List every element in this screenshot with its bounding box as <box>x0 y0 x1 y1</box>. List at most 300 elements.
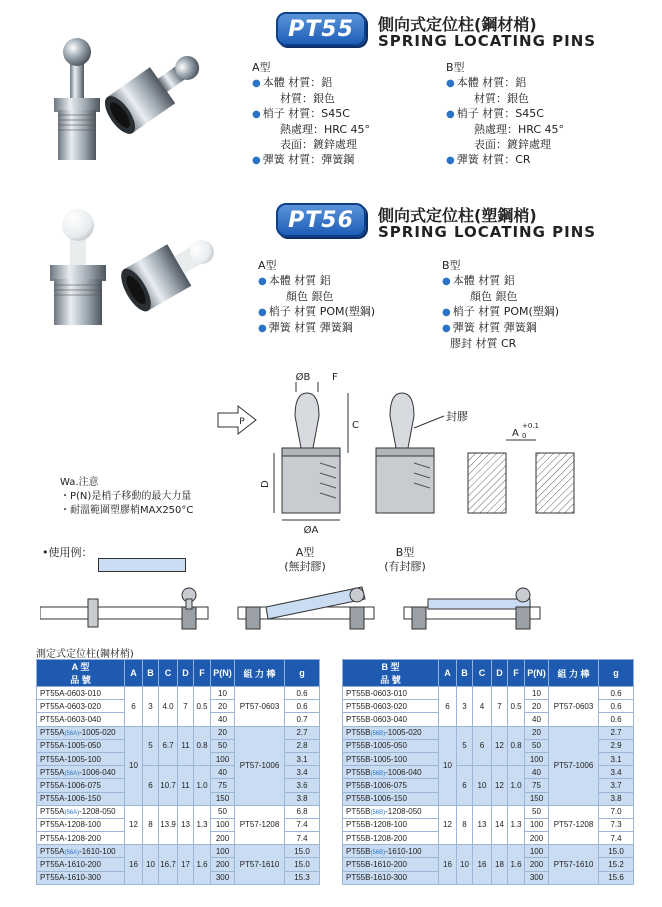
label-d: D <box>260 480 271 488</box>
cell-g: 2.9 <box>599 739 634 752</box>
cell-code <box>37 739 125 752</box>
bullet-icon: ● <box>258 276 267 287</box>
table-row <box>37 687 320 700</box>
cell-g: 15.0 <box>599 845 634 858</box>
usage-plate <box>98 558 186 572</box>
cell-pn: 50 <box>525 739 549 752</box>
code-main: PT55B <box>346 767 371 777</box>
spec-line: 本體 材質 鋁 <box>268 274 331 287</box>
cell-b: 6 <box>457 766 473 806</box>
cell-d: 17 <box>178 845 194 885</box>
cell-code <box>343 713 439 726</box>
cell-g: 2.7 <box>285 726 320 739</box>
cell-pn: 300 <box>211 871 235 884</box>
cell-code <box>343 766 439 779</box>
label-a0-tol-top: +0.1 <box>522 422 539 430</box>
cell-g: 0.6 <box>599 700 634 713</box>
pt56-title-zh: 側向式定位柱(塑鋼梢) <box>378 206 537 225</box>
header-model-a-no: 品 號 <box>70 675 91 685</box>
bullet-icon: ● <box>252 109 261 120</box>
code-main: PT55A-1005-100 <box>40 754 101 764</box>
code-main: PT55B-1208-200 <box>346 833 407 843</box>
code-suffix: -1006-040 <box>79 767 116 777</box>
cell-g: 7.3 <box>599 818 634 831</box>
usage-diagrams <box>40 585 620 640</box>
header-c: C <box>159 660 178 687</box>
code-main: PT55A <box>40 807 65 817</box>
cell-a: 10 <box>439 726 457 805</box>
header-f: F <box>194 660 211 687</box>
code-main: PT55B-1005-100 <box>346 754 407 764</box>
spec-line: 熱處理：HRC 45° <box>474 123 565 136</box>
cell-f: 1.3 <box>194 805 211 845</box>
cell-f: 1.3 <box>508 805 525 845</box>
code-main: PT55A <box>40 728 65 738</box>
cell-rod: PT57-1006 <box>549 726 599 805</box>
notes-line: ・P(N)是梢子移動的最大力量 <box>60 491 192 502</box>
cell-pn: 50 <box>525 805 549 818</box>
cell-d: 11 <box>178 766 194 806</box>
code-main: PT55B-1610-300 <box>346 873 407 883</box>
header-rod: 組 力 棒 <box>235 660 285 687</box>
spec-line: 彈簧 材質：CR <box>456 153 531 166</box>
spec-line: 梢子 材質：S45C <box>262 107 350 120</box>
label-p: P <box>239 417 245 427</box>
cell-code <box>37 871 125 884</box>
table-row <box>37 805 320 818</box>
cell-c: 6.7 <box>159 726 178 766</box>
code-main: PT55A <box>40 767 65 777</box>
code-main: PT55B <box>346 807 371 817</box>
cell-pn: 75 <box>211 779 235 792</box>
pt56-b-label: B型 <box>442 259 461 272</box>
usage-a-sub: (無封膠) <box>284 560 326 573</box>
label-phib: ØB <box>295 372 311 383</box>
label-c: C <box>352 420 359 431</box>
bullet-icon: ● <box>442 307 451 318</box>
pt55-badge: PT55 <box>276 12 366 46</box>
cell-g: 7.4 <box>285 832 320 845</box>
table-row <box>37 726 320 739</box>
cell-code <box>37 832 125 845</box>
spec-line: 本體 材質：鋁 <box>456 76 527 89</box>
cell-d: 12 <box>492 726 508 766</box>
code-main: PT55A-1006-075 <box>40 780 101 790</box>
notes-line: ・耐溫範圍塑膠梢MAX250°C <box>60 505 194 516</box>
spec-line: 顏色 銀色 <box>286 290 334 303</box>
bullet-icon: ● <box>446 109 455 120</box>
code-suffix: -1005-020 <box>79 728 116 738</box>
code-variant: (56B) <box>370 810 386 817</box>
cell-code <box>343 726 439 739</box>
usage-a-title: A型 <box>295 546 315 559</box>
cell-g: 3.1 <box>285 752 320 765</box>
cell-code <box>37 805 125 818</box>
code-main: PT55A-0603-020 <box>40 701 101 711</box>
cell-d: 14 <box>492 805 508 845</box>
cell-code <box>343 792 439 805</box>
cell-f: 0.5 <box>508 687 525 727</box>
spec-line: 彈簧 材質 彈簧鋼 <box>268 321 353 334</box>
cell-a: 12 <box>439 805 457 845</box>
spec-table-b <box>342 659 634 885</box>
pt55-spec-b <box>446 60 564 168</box>
spec-line: 本體 材質 鋁 <box>452 274 515 287</box>
cell-pn: 150 <box>525 792 549 805</box>
code-suffix: -1208-050 <box>385 807 422 817</box>
spec-line: 梢子 材質 POM(塑鋼) <box>268 305 376 318</box>
code-main: PT55B-0603-020 <box>346 701 407 711</box>
pt56-badge: PT56 <box>276 203 366 237</box>
cell-b: 10 <box>457 845 473 885</box>
code-main: PT55B <box>346 728 371 738</box>
cell-d: 13 <box>178 805 194 845</box>
code-variant: (56A) <box>64 810 80 817</box>
cell-code <box>37 700 125 713</box>
spec-line: 熱處理：HRC 45° <box>280 123 371 136</box>
table-row <box>343 845 634 858</box>
cell-code <box>37 726 125 739</box>
spec-line: 表面：鍍鋅處理 <box>474 138 551 151</box>
cell-code <box>343 805 439 818</box>
notes <box>60 476 193 518</box>
pt55-title-zh: 側向式定位柱(鋼材梢) <box>378 15 537 34</box>
cell-pn: 150 <box>211 792 235 805</box>
usage-label: •使用例： <box>42 546 93 559</box>
pt56-product-photo <box>36 195 216 335</box>
cell-pn: 200 <box>211 832 235 845</box>
code-variant: (56B) <box>370 849 386 856</box>
header-pn: P(N) <box>211 660 235 687</box>
cell-g: 15.3 <box>285 871 320 884</box>
bullet-icon: ● <box>446 78 455 89</box>
cell-pn: 10 <box>211 687 235 700</box>
cell-g: 0.6 <box>599 713 634 726</box>
cell-g: 15.6 <box>599 871 634 884</box>
cell-a: 16 <box>125 845 143 885</box>
cell-d: 12 <box>492 766 508 806</box>
header-g: g <box>599 660 634 687</box>
cell-pn: 20 <box>525 726 549 739</box>
cell-g: 3.6 <box>285 779 320 792</box>
code-suffix: -1005-020 <box>385 728 422 738</box>
header-g: g <box>285 660 320 687</box>
cell-b: 5 <box>457 726 473 766</box>
cell-code <box>37 792 125 805</box>
cell-f: 1.0 <box>194 766 211 806</box>
cell-g: 3.8 <box>285 792 320 805</box>
header-model-a <box>37 660 125 687</box>
code-variant: (56B) <box>370 731 386 738</box>
cell-pn: 200 <box>525 832 549 845</box>
header-f: F <box>508 660 525 687</box>
cell-code <box>37 713 125 726</box>
code-suffix: -0603-010 <box>370 688 407 698</box>
code-main: PT55A <box>40 688 65 698</box>
cell-pn: 10 <box>525 687 549 700</box>
cell-pn: 100 <box>211 818 235 831</box>
cell-c: 16.7 <box>159 845 178 885</box>
code-main: PT55A-1610-300 <box>40 873 101 883</box>
spec-line: 彈簧 材質 彈簧鋼 <box>452 321 537 334</box>
cell-b: 5 <box>143 726 159 766</box>
cell-code <box>37 779 125 792</box>
cell-pn: 20 <box>211 726 235 739</box>
cell-pn: 100 <box>525 818 549 831</box>
notes-title: Wa.注意 <box>60 477 99 488</box>
code-main: PT55B <box>346 688 371 698</box>
cell-g: 0.6 <box>285 687 320 700</box>
cell-rod: PT57-0603 <box>235 687 285 727</box>
cell-f: 1.0 <box>508 766 525 806</box>
cell-f: 1.6 <box>194 845 211 885</box>
header-d: D <box>492 660 508 687</box>
header-model-a-type: A 型 <box>71 662 90 672</box>
cell-c: 4 <box>473 687 492 727</box>
cell-pn: 40 <box>211 766 235 779</box>
pt56-title-en: SPRING LOCATING PINS <box>378 223 597 241</box>
cell-c: 10 <box>473 766 492 806</box>
cell-code <box>343 858 439 871</box>
cell-a: 6 <box>125 687 143 727</box>
cell-code <box>37 752 125 765</box>
cell-d: 7 <box>178 687 194 727</box>
spec-line: 膠封 材質 CR <box>450 337 517 350</box>
cell-pn: 100 <box>525 752 549 765</box>
spec-table-a <box>36 659 320 885</box>
label-f: F <box>332 372 338 383</box>
header-model-b-type: B 型 <box>381 662 400 672</box>
cell-rod: PT57-1006 <box>235 726 285 805</box>
code-suffix: -0603-010 <box>64 688 101 698</box>
cell-g: 15.0 <box>285 845 320 858</box>
header-model-b <box>343 660 439 687</box>
cell-f: 0.8 <box>194 726 211 766</box>
label-a0-tol-bot: 0 <box>522 432 527 440</box>
cell-a: 10 <box>125 726 143 805</box>
code-main: PT55B-1208-100 <box>346 820 407 830</box>
cell-c: 10.7 <box>159 766 178 806</box>
cell-d: 18 <box>492 845 508 885</box>
cell-code <box>37 818 125 831</box>
code-main: PT55B-1005-050 <box>346 741 407 751</box>
cell-pn: 50 <box>211 739 235 752</box>
cell-pn: 100 <box>525 845 549 858</box>
cell-g: 2.8 <box>285 739 320 752</box>
cell-pn: 300 <box>525 871 549 884</box>
bullet-icon: ● <box>252 155 261 166</box>
cell-g: 3.4 <box>285 766 320 779</box>
cell-code <box>343 818 439 831</box>
cell-d: 11 <box>178 726 194 766</box>
spec-line: 表面：鍍鋅處理 <box>280 138 357 151</box>
cell-g: 7.4 <box>285 818 320 831</box>
code-main: PT55A-1208-200 <box>40 833 101 843</box>
cell-code <box>343 832 439 845</box>
pt55-product-photo <box>40 20 220 170</box>
cell-d: 7 <box>492 687 508 727</box>
pt56-spec-b <box>442 258 559 351</box>
cell-b: 8 <box>457 805 473 845</box>
cell-code <box>37 858 125 871</box>
cell-code <box>343 871 439 884</box>
header-d: D <box>178 660 194 687</box>
cell-pn: 40 <box>211 713 235 726</box>
bullet-icon: ● <box>446 155 455 166</box>
cell-f: 1.6 <box>508 845 525 885</box>
cell-b: 3 <box>143 687 159 727</box>
cell-pn: 200 <box>211 858 235 871</box>
cell-pn: 75 <box>525 779 549 792</box>
table-title: 測定式定位柱(鋼材梢) <box>36 649 134 660</box>
cell-g: 0.6 <box>285 700 320 713</box>
cell-pn: 100 <box>211 752 235 765</box>
spec-line: 材質：銀色 <box>474 92 529 105</box>
header-b: B <box>457 660 473 687</box>
code-main: PT55A <box>40 846 65 856</box>
cell-rod: PT57-1610 <box>549 845 599 885</box>
cell-pn: 100 <box>211 845 235 858</box>
cell-a: 6 <box>439 687 457 727</box>
header-model-b-no: 品 號 <box>380 675 401 685</box>
cell-f: 0.5 <box>194 687 211 727</box>
code-main: PT55A-1208-100 <box>40 820 101 830</box>
code-main: PT55A-1006-150 <box>40 794 101 804</box>
code-main: PT55B-1610-200 <box>346 860 407 870</box>
spec-line: 本體 材質：鋁 <box>262 76 333 89</box>
cell-pn: 40 <box>525 713 549 726</box>
usage-b-sub: (有封膠) <box>384 560 426 573</box>
header-c: C <box>473 660 492 687</box>
cell-c: 4.0 <box>159 687 178 727</box>
pt56-a-label: A型 <box>258 259 277 272</box>
cell-g: 2.7 <box>599 726 634 739</box>
cell-b: 3 <box>457 687 473 727</box>
cell-g: 3.1 <box>599 752 634 765</box>
table-row <box>343 726 634 739</box>
header-a: A <box>125 660 143 687</box>
spec-line: 材質：銀色 <box>280 92 335 105</box>
code-main: PT55B-1006-150 <box>346 794 407 804</box>
code-main: PT55B-0603-040 <box>346 714 407 724</box>
code-suffix: -1006-040 <box>385 767 422 777</box>
technical-diagram <box>200 368 620 538</box>
cell-code <box>343 779 439 792</box>
cell-b: 6 <box>143 766 159 806</box>
header-a: A <box>439 660 457 687</box>
cell-g: 3.8 <box>599 792 634 805</box>
pt55-spec-a <box>252 60 370 168</box>
cell-c: 16 <box>473 845 492 885</box>
label-seal: 封膠 <box>446 410 468 423</box>
code-suffix: -1610-100 <box>385 846 422 856</box>
cell-c: 13.9 <box>159 805 178 845</box>
cell-pn: 40 <box>525 766 549 779</box>
cell-g: 15.2 <box>599 858 634 871</box>
code-variant: (56B) <box>370 770 386 777</box>
cell-b: 8 <box>143 805 159 845</box>
cell-rod: PT57-1208 <box>235 805 285 845</box>
header-b: B <box>143 660 159 687</box>
cell-a: 16 <box>439 845 457 885</box>
code-variant: (56A) <box>64 849 80 856</box>
code-main: PT55A-1005-050 <box>40 741 101 751</box>
spec-line: 顏色 銀色 <box>470 290 518 303</box>
cell-g: 7.4 <box>599 832 634 845</box>
cell-code <box>343 845 439 858</box>
cell-g: 3.4 <box>599 766 634 779</box>
bullet-icon: ● <box>442 323 451 334</box>
usage-a-caption <box>260 546 350 574</box>
cell-g: 0.6 <box>599 687 634 700</box>
code-main: PT55A-0603-040 <box>40 714 101 724</box>
cell-code <box>343 752 439 765</box>
cell-rod: PT57-1610 <box>235 845 285 885</box>
cell-pn: 20 <box>211 700 235 713</box>
bullet-icon: ● <box>258 323 267 334</box>
header-pn: P(N) <box>525 660 549 687</box>
cell-pn: 50 <box>211 805 235 818</box>
pt55-title-en: SPRING LOCATING PINS <box>378 32 597 50</box>
pt56-spec-a <box>258 258 375 336</box>
cell-g: 7.0 <box>599 805 634 818</box>
table-row <box>343 805 634 818</box>
cell-c: 6 <box>473 726 492 766</box>
pt55-a-label: A型 <box>252 61 271 74</box>
cell-g: 3.7 <box>599 779 634 792</box>
code-main: PT55B <box>346 846 371 856</box>
bullet-icon: ● <box>258 307 267 318</box>
cell-code <box>37 845 125 858</box>
code-suffix: -1208-050 <box>79 807 116 817</box>
bullet-icon: ● <box>252 78 261 89</box>
cell-g: 0.7 <box>285 713 320 726</box>
cell-g: 15.0 <box>285 858 320 871</box>
cell-code <box>343 700 439 713</box>
spec-line: 梢子 材質 POM(塑鋼) <box>452 305 560 318</box>
table-row <box>343 687 634 700</box>
spec-line: 梢子 材質：S45C <box>456 107 544 120</box>
cell-code <box>343 687 439 700</box>
cell-c: 13 <box>473 805 492 845</box>
cell-b: 10 <box>143 845 159 885</box>
header-rod: 組 力 棒 <box>549 660 599 687</box>
cell-code <box>343 739 439 752</box>
code-variant: (56A) <box>64 731 80 738</box>
code-suffix: -1610-100 <box>79 846 116 856</box>
cell-a: 12 <box>125 805 143 845</box>
cell-pn: 200 <box>525 858 549 871</box>
spec-line: 彈簧 材質：彈簧鋼 <box>262 153 355 166</box>
code-main: PT55B-1006-075 <box>346 780 407 790</box>
cell-g: 6.8 <box>285 805 320 818</box>
cell-code <box>37 687 125 700</box>
bullet-icon: ● <box>442 276 451 287</box>
code-main: PT55A-1610-200 <box>40 860 101 870</box>
pt55-b-label: B型 <box>446 61 465 74</box>
cell-f: 0.8 <box>508 726 525 766</box>
cell-pn: 20 <box>525 700 549 713</box>
force-arrow-icon <box>218 406 256 434</box>
cell-code <box>37 766 125 779</box>
label-a0: A <box>512 428 519 439</box>
table-row <box>37 845 320 858</box>
usage-b-title: B型 <box>395 546 415 559</box>
label-phia: ØA <box>303 525 319 536</box>
cell-rod: PT57-1208 <box>549 805 599 845</box>
code-variant: (56A) <box>64 770 80 777</box>
usage-b-caption <box>360 546 450 574</box>
